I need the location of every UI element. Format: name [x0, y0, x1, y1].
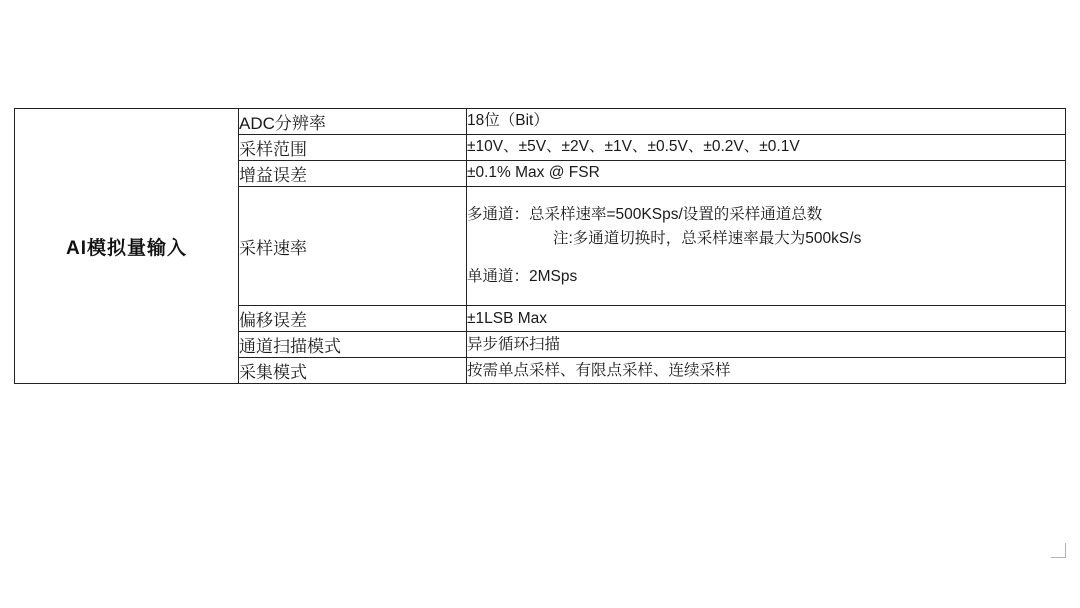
parameter-value-cell — [467, 135, 1066, 161]
value-line-note: 注:多通道切换时，总采样速率最大为500kS/s — [553, 230, 862, 248]
value-line: ±10V、±5V、±2V、±1V、±0.5V、±0.2V、±0.1V — [467, 138, 800, 156]
value-line: ±1LSB Max — [467, 309, 548, 327]
parameter-name-cell: 偏移误差 — [239, 306, 467, 332]
value-line: 单通道：2MSps — [467, 268, 578, 286]
parameter-value-cell — [467, 109, 1066, 135]
category-cell: AI模拟量输入 — [15, 109, 239, 384]
parameter-name-cell: 采集模式 — [239, 358, 467, 384]
parameter-name-cell: 采样范围 — [239, 135, 467, 161]
value-line: 多通道：总采样速率=500KSps/设置的采样通道总数 — [467, 206, 823, 223]
parameter-name-cell: 通道扫描模式 — [239, 332, 467, 358]
parameter-name-cell: ADC分辨率 — [239, 109, 467, 135]
parameter-name-cell: 采样速率 — [239, 187, 467, 306]
value-line: 按需单点采样、有限点采样、连续采样 — [467, 361, 731, 379]
parameter-value-cell — [467, 332, 1066, 358]
specification-table — [14, 108, 1066, 384]
parameter-value-cell — [467, 358, 1066, 384]
table-row — [15, 109, 1066, 135]
value-line: ±0.1% Max @ FSR — [467, 164, 600, 182]
parameter-value-cell — [467, 161, 1066, 187]
value-line: 异步循环扫描 — [467, 335, 561, 353]
crop-corner-mark-icon — [1051, 543, 1066, 558]
parameter-value-cell — [467, 306, 1066, 332]
parameter-name-cell: 增益误差 — [239, 161, 467, 187]
value-line: 18位（Bit） — [467, 112, 549, 130]
parameter-value-cell — [467, 187, 1066, 306]
